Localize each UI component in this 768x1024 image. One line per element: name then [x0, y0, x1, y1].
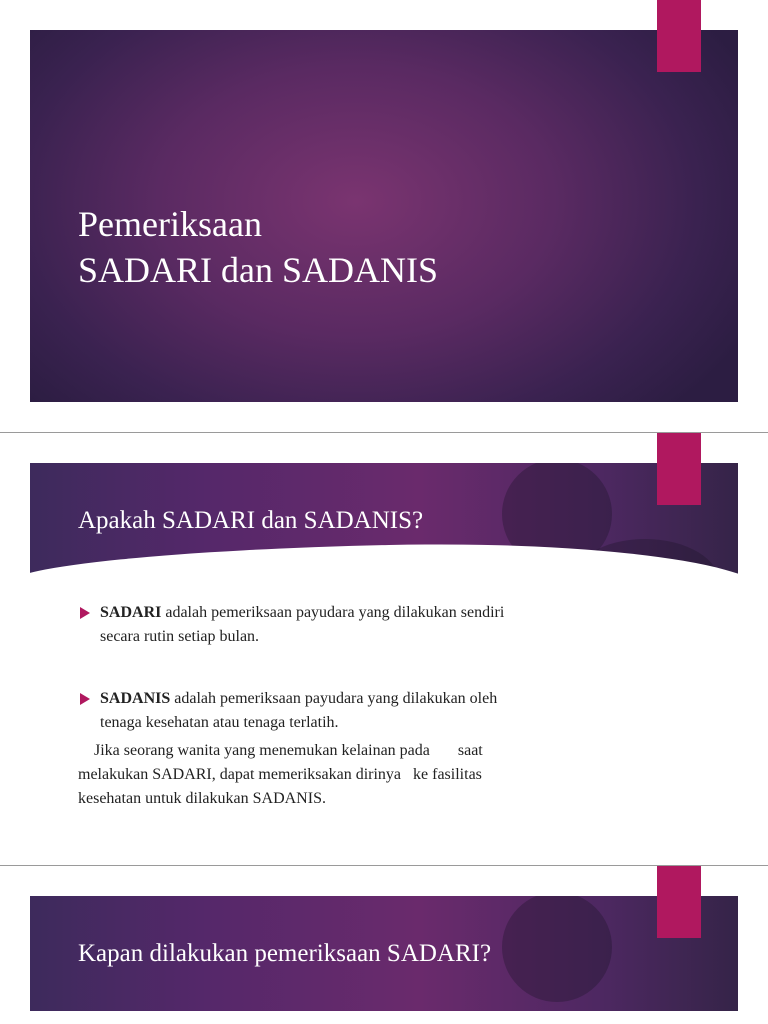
accent-tab	[657, 433, 701, 505]
slide-heading: Kapan dilakukan pemeriksaan SADARI?	[78, 940, 492, 967]
bullet-list	[78, 601, 618, 735]
paragraph-line: Jika seorang wanita yang menemukan kelainan pada saat	[78, 742, 483, 759]
bullet-text-line2: tenaga kesehatan atau tenaga terlatih.	[100, 714, 339, 731]
slide-title	[0, 0, 768, 432]
slide-heading: Apakah SADARI dan SADANIS?	[78, 507, 424, 534]
triangle-bullet-icon	[80, 693, 90, 705]
heading-banner	[30, 896, 738, 1011]
bullet-text: adalah pemeriksaan payudara yang dilakukan sendiri	[161, 604, 505, 621]
paragraph-line: melakukan SADARI, dapat memeriksakan dirinya ke fasilitas	[78, 766, 482, 783]
bullet-text-line2: secara rutin setiap bulan.	[100, 628, 260, 645]
title-line-1: Pemeriksaan	[78, 204, 262, 244]
heading-banner	[30, 463, 738, 578]
title-line-2: SADARI dan SADANIS	[78, 250, 439, 290]
triangle-bullet-icon	[80, 607, 90, 619]
list-item	[78, 601, 618, 649]
list-item	[78, 687, 618, 735]
slide-definition	[0, 433, 768, 865]
accent-tab	[657, 0, 701, 72]
bullet-term: SADANIS	[100, 690, 171, 707]
paragraph-line: kesehatan untuk dilakukan SADANIS.	[78, 790, 326, 807]
slide-when	[0, 866, 768, 1024]
slide-title-text	[78, 201, 638, 293]
accent-tab	[657, 866, 701, 938]
bullet-text: adalah pemeriksaan payudara yang dilakukan oleh	[170, 690, 498, 707]
bullet-term: SADARI	[100, 604, 162, 621]
body-paragraph	[78, 739, 578, 811]
banner-decor-circle	[502, 896, 612, 1002]
